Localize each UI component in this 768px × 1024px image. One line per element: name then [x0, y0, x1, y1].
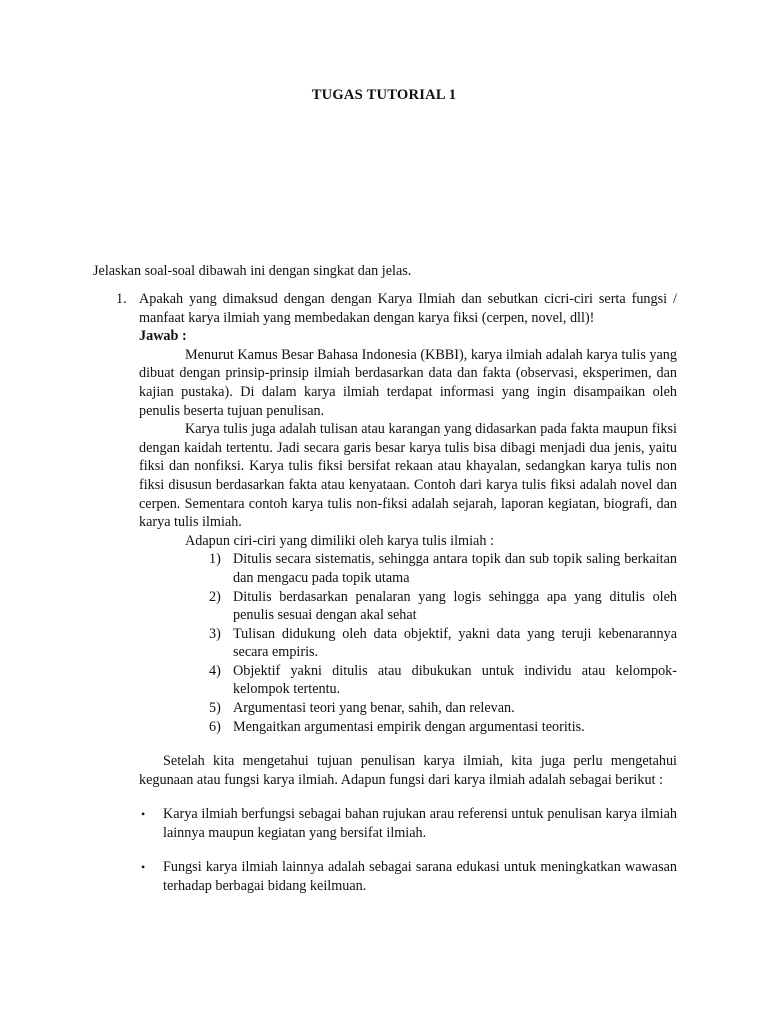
- characteristics-list: [139, 550, 677, 736]
- answer-paragraph: Menurut Kamus Besar Bahasa Indonesia (KBBI), karya ilmiah adalah karya tulis yang dibuat dengan prinsip-prinsip ilmiah berdasarkan data dan fakta (observasi, eksperimen, dan kajian pustaka). Di dalam karya ilmiah terdapat informasi yang ingin disampaikan oleh penulis beserta tujuan penulisan.: [139, 346, 677, 419]
- characteristics-intro: Adapun ciri-ciri yang dimiliki oleh karya tulis ilmiah :: [185, 532, 494, 549]
- list-item: [209, 625, 677, 662]
- list-item: [209, 662, 677, 699]
- list-item: [209, 550, 677, 587]
- list-item-number: 2): [209, 588, 221, 605]
- list-item: [209, 718, 677, 737]
- list-item-number: 6): [209, 718, 221, 735]
- list-item: [209, 699, 677, 718]
- instructions-text: Jelaskan soal-soal dibawah ini dengan singkat dan jelas.: [93, 263, 412, 279]
- list-item-text: Fungsi karya ilmiah lainnya adalah sebagai sarana edukasi untuk meningkatkan wawasan terhadap berbagai bidang keilmuan.: [163, 859, 677, 894]
- list-item-number: 3): [209, 625, 221, 642]
- question-number: 1.: [116, 291, 127, 307]
- list-item-number: 4): [209, 662, 221, 679]
- function-section: [139, 752, 677, 912]
- function-list: [139, 805, 677, 895]
- list-item-text: Argumentasi teori yang benar, sahih, dan relevan.: [233, 700, 515, 717]
- list-item-number: 1): [209, 551, 221, 568]
- list-item-number: 5): [209, 700, 221, 717]
- question-block: [93, 290, 677, 736]
- document-title: TUGAS TUTORIAL 1: [311, 87, 457, 103]
- question-row: [93, 290, 677, 736]
- list-item: [139, 805, 677, 842]
- list-item: [139, 858, 677, 895]
- bullet-icon: •: [141, 807, 146, 822]
- list-item-text: Mengaitkan argumentasi empirik dengan argumentasi teoritis.: [233, 718, 585, 735]
- question-text: Apakah yang dimaksud dengan dengan Karya Ilmiah dan sebutkan cicri-ciri serta fungsi / manfaat karya ilmiah yang membedakan dengan karya fiksi (cerpen, novel, dll)!: [139, 291, 677, 326]
- bullet-icon: •: [141, 860, 146, 875]
- list-item-text: Objektif yakni ditulis atau dibukukan untuk individu atau kelompok-kelompok tertentu.: [233, 662, 677, 698]
- list-item-text: Ditulis berdasarkan penalaran yang logis sehingga apa yang ditulis oleh penulis sesuai dengan akal sehat: [233, 588, 677, 624]
- list-item-text: Ditulis secara sistematis, sehingga antara topik dan sub topik saling berkaitan dan mengacu pada topik utama: [233, 551, 677, 586]
- list-item-text: Karya ilmiah berfungsi sebagai bahan rujukan arau referensi untuk penulisan karya ilmiah lainnya maupun kegiatan yang bersifat ilmiah.: [163, 806, 677, 841]
- answer-paragraph: Karya tulis juga adalah tulisan atau karangan yang didasarkan pada fakta maupun fiksi dengan kaidah tertentu. Jadi secara garis besar karya tulis bisa dibagi menjadi dua jenis, yaitu fiksi dan nonfiksi. Karya tulis fiksi bersifat rekaan atau khayalan, sedangkan karya tulis non fiksi disusun berdasarkan fakta atau kenyataan. Contoh dari karya tulis fiksi adalah novel dan cerpen. Sementara contoh karya tulis non-fiksi adalah sejarah, laporan kegiatan, biografi, dan karya tulis ilmiah.: [139, 421, 677, 531]
- function-paragraph: Setelah kita mengetahui tujuan penulisan karya ilmiah, kita juga perlu mengetahui kegunaan atau fungsi karya ilmiah. Adapun fungsi dari karya ilmiah adalah sebagai berikut :: [139, 753, 677, 788]
- list-item: [209, 588, 677, 625]
- answer-label: Jawab :: [139, 328, 187, 345]
- list-item-text: Tulisan didukung oleh data objektif, yakni data yang teruji kebenarannya secara empiris.: [233, 625, 677, 661]
- question-content: [139, 290, 677, 736]
